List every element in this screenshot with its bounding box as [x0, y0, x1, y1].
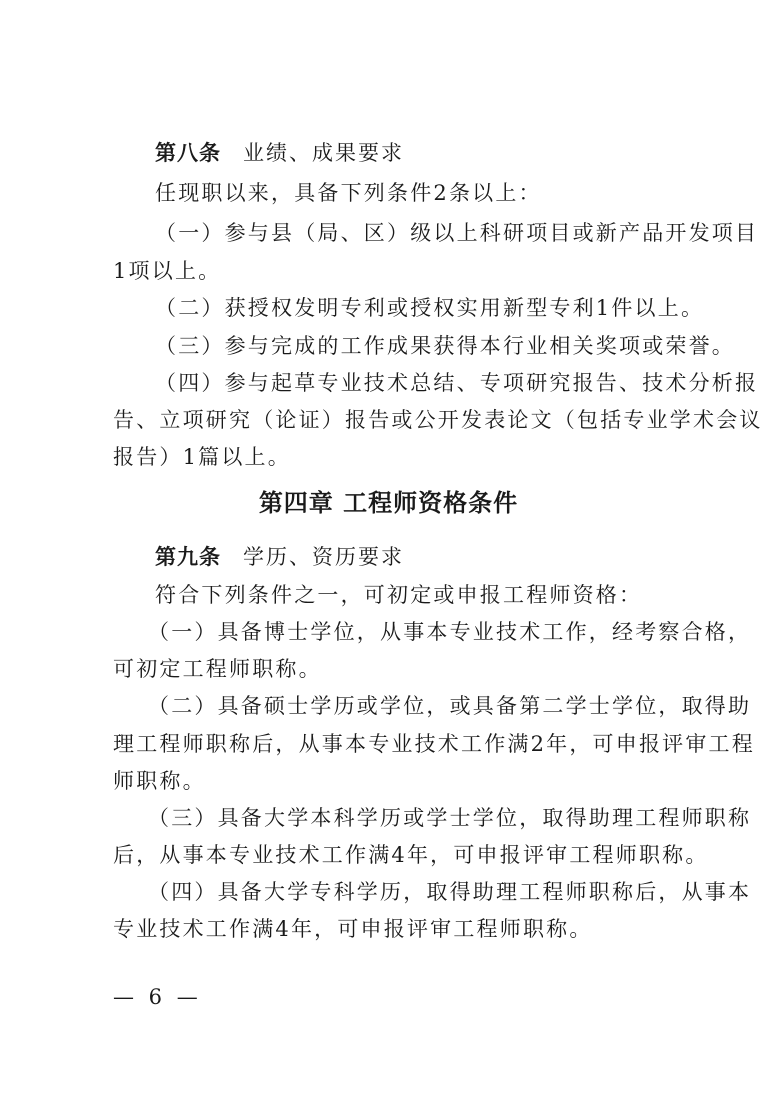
- article-8-item-4-line-3: 报告）1篇以上。: [113, 445, 291, 469]
- article-8-title: 业绩、成果要求: [243, 141, 404, 165]
- article-9-item-4-line-1: （四）具备大学专科学历，取得助理工程师职称后，从事本: [148, 880, 752, 904]
- article-9-item-2-line-3: 师职称。: [113, 769, 206, 793]
- article-8-item-4-line-1: （四）参与起草专业技术总结、专项研究报告、技术分析报: [155, 371, 759, 395]
- article-9-item-1-line-1: （一）具备博士学位，从事本专业技术工作，经考察合格，: [148, 620, 752, 644]
- article-8-item-3: （三）参与完成的工作成果获得本行业相关奖项或荣誉。: [155, 334, 735, 358]
- article-9-intro: 符合下列条件之一，可初定或申报工程师资格：: [155, 583, 643, 607]
- article-9-heading: [155, 542, 688, 572]
- page-number: — 6 —: [113, 985, 202, 1009]
- article-8-item-1-line-1: （一）参与县（局、区）级以上科研项目或新产品开发项目: [155, 221, 759, 245]
- article-8-item-1-line-2: 1项以上。: [113, 259, 222, 283]
- article-8-heading: [155, 138, 688, 168]
- article-9-item-1-line-2: 可初定工程师职称。: [113, 657, 322, 681]
- article-9-item-4-line-2: 专业技术工作满4年，可申报评审工程师职称。: [113, 917, 593, 941]
- article-9-title: 学历、资历要求: [243, 545, 404, 569]
- chapter-4-title: 第四章 工程师资格条件: [258, 488, 519, 517]
- article-9-item-2-line-2: 理工程师职称后，从事本专业技术工作满2年，可申报评审工程: [113, 732, 755, 756]
- article-9-item-3-line-2: 后，从事本专业技术工作满4年，可申报评审工程师职称。: [113, 843, 709, 867]
- article-9-item-2-line-1: （二）具备硕士学历或学位，或具备第二学士学位，取得助: [148, 694, 752, 718]
- article-8-item-4-line-2: 告、立项研究（论证）报告或公开发表论文（包括专业学术会议: [113, 408, 763, 432]
- article-9-item-3-line-1: （三）具备大学本科学历或学士学位，取得助理工程师职称: [148, 806, 752, 830]
- article-8-label: 第八条: [155, 140, 221, 165]
- article-8-item-2: （二）获授权发明专利或授权实用新型专利1件以上。: [155, 296, 705, 320]
- article-8-intro: 任现职以来，具备下列条件2条以上：: [155, 181, 542, 205]
- article-9-label: 第九条: [155, 544, 221, 569]
